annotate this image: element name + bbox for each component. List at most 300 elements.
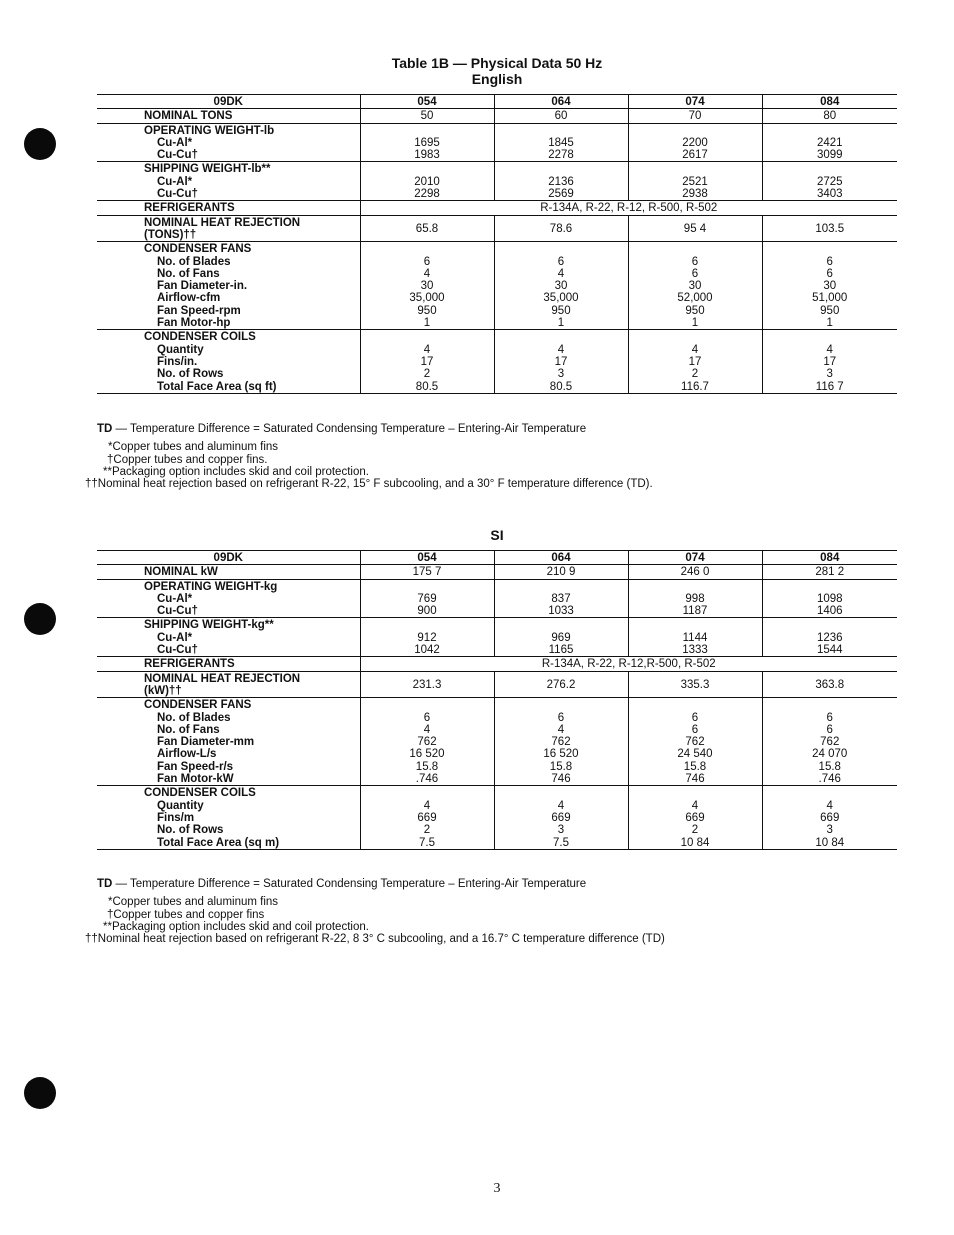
row-label-item: Fan Motor-kW xyxy=(157,773,234,786)
refrigerants-value: R-134A, R-22, R-12, R-500, R-502 xyxy=(360,201,897,215)
table-body xyxy=(97,95,897,394)
value-line: 6 xyxy=(423,711,431,724)
value-line xyxy=(361,331,494,343)
value-line xyxy=(763,581,898,593)
value-line xyxy=(361,619,494,631)
value-cell xyxy=(628,162,762,201)
value-line: 1 xyxy=(691,317,699,330)
row-label xyxy=(97,657,360,671)
value-line: 65.8 xyxy=(415,222,439,235)
value-cell xyxy=(494,109,628,123)
value-cell xyxy=(628,698,762,786)
value-line: 4 xyxy=(423,343,431,356)
value-cell xyxy=(360,162,494,201)
value-line xyxy=(495,125,628,137)
value-cell xyxy=(762,565,897,579)
value-cell xyxy=(494,215,628,242)
value-cell xyxy=(628,618,762,657)
value-line: 30 xyxy=(688,280,702,293)
td-definition-text: — Temperature Difference = Saturated Condensing Temperature – Entering-Air Temperature xyxy=(112,423,587,435)
row-label-item: Cu-Cu† xyxy=(157,605,198,618)
value-line: 363.8 xyxy=(815,678,845,691)
value-line: 6 xyxy=(557,255,565,268)
row-label-heading: SHIPPING WEIGHT-kg** xyxy=(144,619,274,632)
value-cell xyxy=(628,565,762,579)
footnotes-english xyxy=(85,423,653,491)
value-line: 3 xyxy=(826,368,833,381)
value-line: 669 xyxy=(417,811,437,824)
physical-data-table-si xyxy=(97,550,897,850)
row-label xyxy=(97,109,360,123)
row-label-heading: SHIPPING WEIGHT-lb** xyxy=(144,163,271,176)
value-line: 3 xyxy=(826,824,833,837)
value-line: 6 xyxy=(691,267,699,280)
value-line: 6 xyxy=(691,255,699,268)
refrigerants-value: R-134A, R-22, R-12,R-500, R-502 xyxy=(360,657,897,671)
value-line: 3 xyxy=(557,368,565,381)
value-line: 2200 xyxy=(682,136,708,149)
footnote: *Copper tubes and aluminum fins xyxy=(108,441,279,454)
row-label-heading: NOMINAL HEAT REJECTION xyxy=(144,216,301,229)
value-cell xyxy=(762,215,897,242)
value-line: .746 xyxy=(415,773,439,786)
value-cell xyxy=(360,618,494,657)
value-line: 103.5 xyxy=(815,222,845,235)
value-line: 6 xyxy=(423,255,431,268)
row-label-item: No. of Rows xyxy=(157,824,224,837)
table-row xyxy=(97,579,897,618)
td-abbreviation: TD xyxy=(97,423,113,435)
row-label-item: (kW)†† xyxy=(144,684,182,697)
td-definition-text: — Temperature Difference = Saturated Condensing Temperature – Entering-Air Temperature xyxy=(112,878,587,890)
value-line: 15.8 xyxy=(683,760,707,773)
row-label-heading: NOMINAL kW xyxy=(144,566,218,579)
value-cell xyxy=(360,330,494,393)
table-row xyxy=(97,786,897,849)
column-header-model: 054 xyxy=(360,551,494,565)
value-line: 7.5 xyxy=(553,836,569,849)
table-row xyxy=(97,201,897,215)
row-label-item: Cu-Cu† xyxy=(157,149,198,162)
row-label-heading: NOMINAL HEAT REJECTION xyxy=(144,672,301,685)
table-row xyxy=(97,657,897,671)
row-label-item: Cu-Cu† xyxy=(157,188,198,201)
value-cell xyxy=(628,671,762,698)
row-label-item: Fan Motor-hp xyxy=(157,317,231,330)
row-label xyxy=(97,242,360,330)
value-line: 4 xyxy=(826,343,833,356)
value-line: 1 xyxy=(423,317,431,330)
value-cell xyxy=(494,786,628,849)
footnote: **Packaging option includes skid and coil protection. xyxy=(103,465,369,478)
row-label-item: Fan Diameter-in. xyxy=(157,280,248,293)
value-line xyxy=(629,581,762,593)
value-line: 30 xyxy=(554,280,568,293)
row-label xyxy=(97,579,360,618)
value-line: 1042 xyxy=(414,644,440,657)
value-line: 17 xyxy=(420,355,434,368)
row-label-item: (TONS)†† xyxy=(144,228,197,241)
value-line: 2569 xyxy=(548,188,574,201)
value-line xyxy=(361,581,494,593)
punch-hole-middle xyxy=(24,603,56,635)
value-line: 746 xyxy=(685,773,705,786)
value-line: 950 xyxy=(551,304,571,317)
value-line: 4 xyxy=(826,799,833,812)
column-header-model: 054 xyxy=(360,95,494,109)
value-cell xyxy=(628,123,762,162)
value-line: 669 xyxy=(820,811,840,824)
value-cell xyxy=(762,671,897,698)
value-line: 2938 xyxy=(682,188,708,201)
row-label-heading: OPERATING WEIGHT-lb xyxy=(144,124,275,137)
table-row xyxy=(97,162,897,201)
value-line: 762 xyxy=(551,736,571,749)
table-row xyxy=(97,215,897,242)
value-line: 15.8 xyxy=(818,760,841,773)
table-row xyxy=(97,671,897,698)
row-label-heading: REFRIGERANTS xyxy=(144,202,235,215)
value-line xyxy=(763,619,898,631)
value-line: 1333 xyxy=(682,644,708,657)
value-line: 335.3 xyxy=(680,678,710,691)
value-cell xyxy=(762,162,897,201)
value-line xyxy=(629,787,762,799)
row-label xyxy=(97,786,360,849)
row-label-item: Total Face Area (sq ft) xyxy=(157,380,277,393)
value-line: 231.3 xyxy=(412,678,442,691)
value-line: 4 xyxy=(557,267,565,280)
row-label-item: No. of Blades xyxy=(157,255,231,268)
value-line: 4 xyxy=(557,343,565,356)
value-cell xyxy=(360,579,494,618)
value-cell xyxy=(360,698,494,786)
footnote: *Copper tubes and aluminum fins xyxy=(108,896,279,909)
value-line: 80.5 xyxy=(415,380,439,393)
footnote: †Copper tubes and copper fins xyxy=(107,908,265,921)
value-line: 30 xyxy=(420,280,434,293)
value-line xyxy=(361,163,494,175)
value-line: 95 4 xyxy=(683,222,707,235)
value-line: 50 xyxy=(420,110,434,123)
value-line: 3403 xyxy=(816,188,843,201)
table-title xyxy=(0,55,954,87)
value-line xyxy=(629,619,762,631)
value-line: 246 0 xyxy=(680,566,710,579)
value-line: 1033 xyxy=(548,605,574,618)
value-line: 950 xyxy=(820,304,840,317)
row-label-item: Quantity xyxy=(157,799,204,812)
punch-hole-bottom xyxy=(24,1077,56,1109)
value-line: 1187 xyxy=(682,605,708,618)
punch-hole-top xyxy=(24,128,56,160)
value-line xyxy=(629,163,762,175)
row-label-heading: CONDENSER COILS xyxy=(144,787,256,800)
value-line: 17 xyxy=(688,355,702,368)
value-line: 52,000 xyxy=(677,292,713,305)
value-line: 15.8 xyxy=(415,760,439,773)
row-label-item: Cu-Al* xyxy=(157,631,193,644)
row-label xyxy=(97,671,360,698)
value-line: 2 xyxy=(691,824,699,837)
value-cell xyxy=(494,565,628,579)
value-cell xyxy=(494,698,628,786)
table-row xyxy=(97,565,897,579)
row-label-item: Cu-Cu† xyxy=(157,644,198,657)
value-line: 4 xyxy=(691,343,699,356)
value-line: 950 xyxy=(417,304,437,317)
column-header-series: 09DK xyxy=(97,551,360,565)
row-label-heading: NOMINAL TONS xyxy=(144,110,233,123)
value-cell xyxy=(494,162,628,201)
physical-data-table-english xyxy=(97,94,897,394)
value-line: 998 xyxy=(685,592,705,605)
si-title: SI xyxy=(490,527,504,543)
value-line: 2278 xyxy=(548,149,574,162)
value-line xyxy=(629,243,762,255)
value-cell xyxy=(628,579,762,618)
page-number: 3 xyxy=(493,1181,501,1196)
value-line xyxy=(361,787,494,799)
value-line: 35,000 xyxy=(543,292,579,305)
value-line: 10 84 xyxy=(815,836,845,849)
row-label-heading: CONDENSER COILS xyxy=(144,331,256,344)
row-label xyxy=(97,330,360,393)
value-line xyxy=(629,699,762,711)
value-line xyxy=(361,125,494,137)
row-label xyxy=(97,618,360,657)
value-line: 6 xyxy=(557,711,565,724)
row-label-heading: REFRIGERANTS xyxy=(144,658,235,671)
value-line: 35,000 xyxy=(409,292,445,305)
value-line: 1 xyxy=(557,317,565,330)
value-line: 281 2 xyxy=(815,566,845,579)
column-header-model: 074 xyxy=(628,551,762,565)
row-label-item: Total Face Area (sq m) xyxy=(157,836,280,849)
value-line xyxy=(495,331,628,343)
value-line xyxy=(763,125,898,137)
row-label-item: No. of Blades xyxy=(157,711,231,724)
table-row xyxy=(97,109,897,123)
row-label xyxy=(97,698,360,786)
value-line: 6 xyxy=(826,267,833,280)
value-line: 4 xyxy=(423,267,431,280)
value-line: 1236 xyxy=(816,631,843,644)
value-cell xyxy=(762,618,897,657)
value-line: 762 xyxy=(820,736,840,749)
value-cell xyxy=(762,109,897,123)
value-cell xyxy=(494,579,628,618)
table-row xyxy=(97,698,897,786)
value-line: 70 xyxy=(688,110,702,123)
value-cell xyxy=(762,242,897,330)
value-line xyxy=(495,243,628,255)
value-line: 6 xyxy=(826,723,833,736)
value-line: 80 xyxy=(823,110,837,123)
table-body xyxy=(97,551,897,850)
value-line: 762 xyxy=(685,736,705,749)
value-line: 1845 xyxy=(548,136,574,149)
table-row xyxy=(97,618,897,657)
value-line: 4 xyxy=(423,799,431,812)
value-cell xyxy=(628,109,762,123)
footnote: †Copper tubes and copper fins. xyxy=(107,453,268,466)
value-line: 762 xyxy=(417,736,437,749)
row-label-item: Fan Speed-rpm xyxy=(157,304,241,317)
value-line xyxy=(629,125,762,137)
value-line: 6 xyxy=(691,723,699,736)
value-cell xyxy=(628,242,762,330)
value-cell xyxy=(494,123,628,162)
value-cell xyxy=(494,330,628,393)
value-line: 51,000 xyxy=(812,292,848,305)
row-label-item: Cu-Al* xyxy=(157,175,193,188)
value-line: 1983 xyxy=(414,149,440,162)
value-line: 1695 xyxy=(414,136,440,149)
column-header-model: 084 xyxy=(762,95,897,109)
table-row xyxy=(97,242,897,330)
value-line xyxy=(495,787,628,799)
value-cell xyxy=(494,618,628,657)
header-row xyxy=(97,95,897,109)
value-line: 1 xyxy=(826,317,833,330)
value-cell xyxy=(360,123,494,162)
value-line: 6 xyxy=(826,255,833,268)
row-label-item: Airflow-cfm xyxy=(157,292,221,305)
row-label xyxy=(97,201,360,215)
value-line: 80.5 xyxy=(549,380,573,393)
value-line: 2521 xyxy=(682,175,708,188)
value-line: 2 xyxy=(691,368,699,381)
value-cell xyxy=(360,565,494,579)
value-line: 969 xyxy=(551,631,571,644)
value-line: 1144 xyxy=(682,631,708,644)
value-cell xyxy=(762,786,897,849)
value-line: 16 520 xyxy=(409,748,445,761)
value-line: 4 xyxy=(557,723,565,736)
table-row xyxy=(97,123,897,162)
value-line: 15.8 xyxy=(549,760,573,773)
value-line: 3 xyxy=(557,824,565,837)
value-line: 116 7 xyxy=(815,380,844,393)
row-label xyxy=(97,162,360,201)
value-line: 78.6 xyxy=(549,222,573,235)
value-cell xyxy=(762,330,897,393)
value-line: 2 xyxy=(423,824,431,837)
footnote: ††Nominal heat rejection based on refrigerant R-22, 15° F subcooling, and a 30° F temperature difference (TD). xyxy=(85,478,653,491)
value-line: 2725 xyxy=(816,175,843,188)
value-line: 746 xyxy=(551,773,571,786)
row-label xyxy=(97,215,360,242)
td-definition xyxy=(97,878,665,890)
value-line: 116.7 xyxy=(681,380,709,393)
value-line: 4 xyxy=(691,799,699,812)
row-label-item: Cu-Al* xyxy=(157,136,193,149)
value-line xyxy=(495,163,628,175)
row-label-heading: OPERATING WEIGHT-kg xyxy=(144,580,278,593)
td-abbreviation: TD xyxy=(97,878,113,890)
value-cell xyxy=(360,109,494,123)
header-row xyxy=(97,551,897,565)
row-label-item: Fan Speed-r/s xyxy=(157,760,234,773)
value-line: 4 xyxy=(423,723,431,736)
value-cell xyxy=(360,786,494,849)
row-label-item: No. of Fans xyxy=(157,723,220,736)
value-line: 30 xyxy=(823,280,837,293)
value-line: 24 540 xyxy=(677,748,713,761)
column-header-series: 09DK xyxy=(97,95,360,109)
row-label-item: Fins/in. xyxy=(157,355,198,368)
table-row xyxy=(97,330,897,393)
value-line: 669 xyxy=(551,811,571,824)
value-cell xyxy=(762,698,897,786)
td-definition xyxy=(97,423,653,435)
value-line: 1165 xyxy=(548,644,574,657)
value-line xyxy=(361,243,494,255)
value-line xyxy=(763,163,898,175)
value-line: 2298 xyxy=(414,188,440,201)
column-header-model: 084 xyxy=(762,551,897,565)
footnote: **Packaging option includes skid and coil protection. xyxy=(103,920,369,933)
value-line: 2010 xyxy=(414,175,440,188)
value-line xyxy=(495,581,628,593)
row-label xyxy=(97,565,360,579)
value-line: 1406 xyxy=(816,605,843,618)
value-cell xyxy=(628,330,762,393)
value-cell xyxy=(628,786,762,849)
value-line: .746 xyxy=(818,773,841,786)
value-line: 24 070 xyxy=(812,748,848,761)
value-line: 2136 xyxy=(548,175,574,188)
row-label-item: No. of Fans xyxy=(157,267,220,280)
value-line: 276.2 xyxy=(546,678,576,691)
row-label-item: No. of Rows xyxy=(157,368,224,381)
value-cell xyxy=(494,242,628,330)
value-line: 10 84 xyxy=(680,836,710,849)
value-line: 175 7 xyxy=(412,566,442,579)
row-label-item: Fins/m xyxy=(157,811,195,824)
row-label xyxy=(97,123,360,162)
value-line: 3099 xyxy=(816,149,843,162)
value-line xyxy=(629,331,762,343)
value-line: 1098 xyxy=(816,592,843,605)
value-line: 60 xyxy=(554,110,568,123)
value-cell xyxy=(762,123,897,162)
row-label-heading: CONDENSER FANS xyxy=(144,243,252,256)
value-line: 900 xyxy=(417,605,437,618)
value-cell xyxy=(360,215,494,242)
footnotes-si xyxy=(85,878,665,946)
value-line xyxy=(361,699,494,711)
value-line xyxy=(763,787,898,799)
value-line: 669 xyxy=(685,811,705,824)
value-cell xyxy=(494,671,628,698)
value-line xyxy=(763,699,898,711)
value-line: 912 xyxy=(417,631,437,644)
value-line: 17 xyxy=(554,355,568,368)
value-cell xyxy=(360,242,494,330)
row-label-heading: CONDENSER FANS xyxy=(144,699,252,712)
column-header-model: 064 xyxy=(494,95,628,109)
row-label-item: Quantity xyxy=(157,343,204,356)
row-label-item: Fan Diameter-mm xyxy=(157,736,255,749)
value-line: 950 xyxy=(685,304,705,317)
row-label-item: Airflow-L/s xyxy=(157,748,217,761)
value-line xyxy=(763,331,898,343)
value-line: 6 xyxy=(826,711,833,724)
value-line: 2421 xyxy=(816,136,843,149)
value-line: 6 xyxy=(691,711,699,724)
